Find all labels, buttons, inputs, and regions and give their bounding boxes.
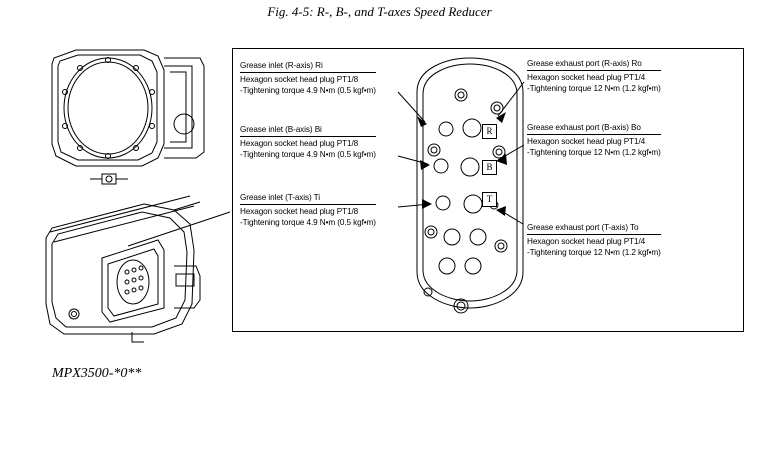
callout-line: Hexagon socket head plug PT1/8 — [240, 207, 359, 217]
callout-grease-inlet-t — [240, 192, 376, 229]
callout-line: Hexagon socket head plug PT1/4 — [527, 237, 646, 247]
callout-title: Grease exhaust port (T-axis) To — [527, 222, 661, 235]
callout-title: Grease exhaust port (R-axis) Ro — [527, 58, 661, 71]
callout-title: Grease exhaust port (B-axis) Bo — [527, 122, 661, 135]
port-tag-t: T — [482, 192, 497, 207]
callout-line: Hexagon socket head plug PT1/8 — [240, 75, 359, 85]
callout-grease-inlet-b — [240, 124, 376, 161]
callout-line: Hexagon socket head plug PT1/8 — [240, 139, 359, 149]
callout-line: -Tightening torque 4.9 N•m (0.5 kgf•m) — [240, 150, 376, 160]
port-tag-b: B — [482, 160, 497, 175]
callout-line: -Tightening torque 12 N•m (1.2 kgf•m) — [527, 248, 661, 258]
callout-line: -Tightening torque 4.9 N•m (0.5 kgf•m) — [240, 86, 376, 96]
callout-grease-inlet-r — [240, 60, 376, 97]
callout-grease-exhaust-t — [527, 222, 661, 259]
robot-illustration — [24, 36, 224, 356]
callout-title: Grease inlet (R-axis) Ri — [240, 60, 376, 73]
callout-grease-exhaust-b — [527, 122, 661, 159]
callout-line: Hexagon socket head plug PT1/4 — [527, 137, 646, 147]
figure-caption: Fig. 4-5: R-, B-, and T-axes Speed Reducer — [267, 4, 492, 19]
model-label: MPX3500-*0** — [52, 366, 142, 381]
callout-line: Hexagon socket head plug PT1/4 — [527, 73, 646, 83]
callout-line: -Tightening torque 12 N•m (1.2 kgf•m) — [527, 148, 661, 158]
callout-title: Grease inlet (T-axis) Ti — [240, 192, 376, 205]
callout-line: -Tightening torque 4.9 N•m (0.5 kgf•m) — [240, 218, 376, 228]
callout-title: Grease inlet (B-axis) Bi — [240, 124, 376, 137]
callout-grease-exhaust-r — [527, 58, 661, 95]
port-tag-r: R — [482, 124, 497, 139]
callout-line: -Tightening torque 12 N•m (1.2 kgf•m) — [527, 84, 661, 94]
